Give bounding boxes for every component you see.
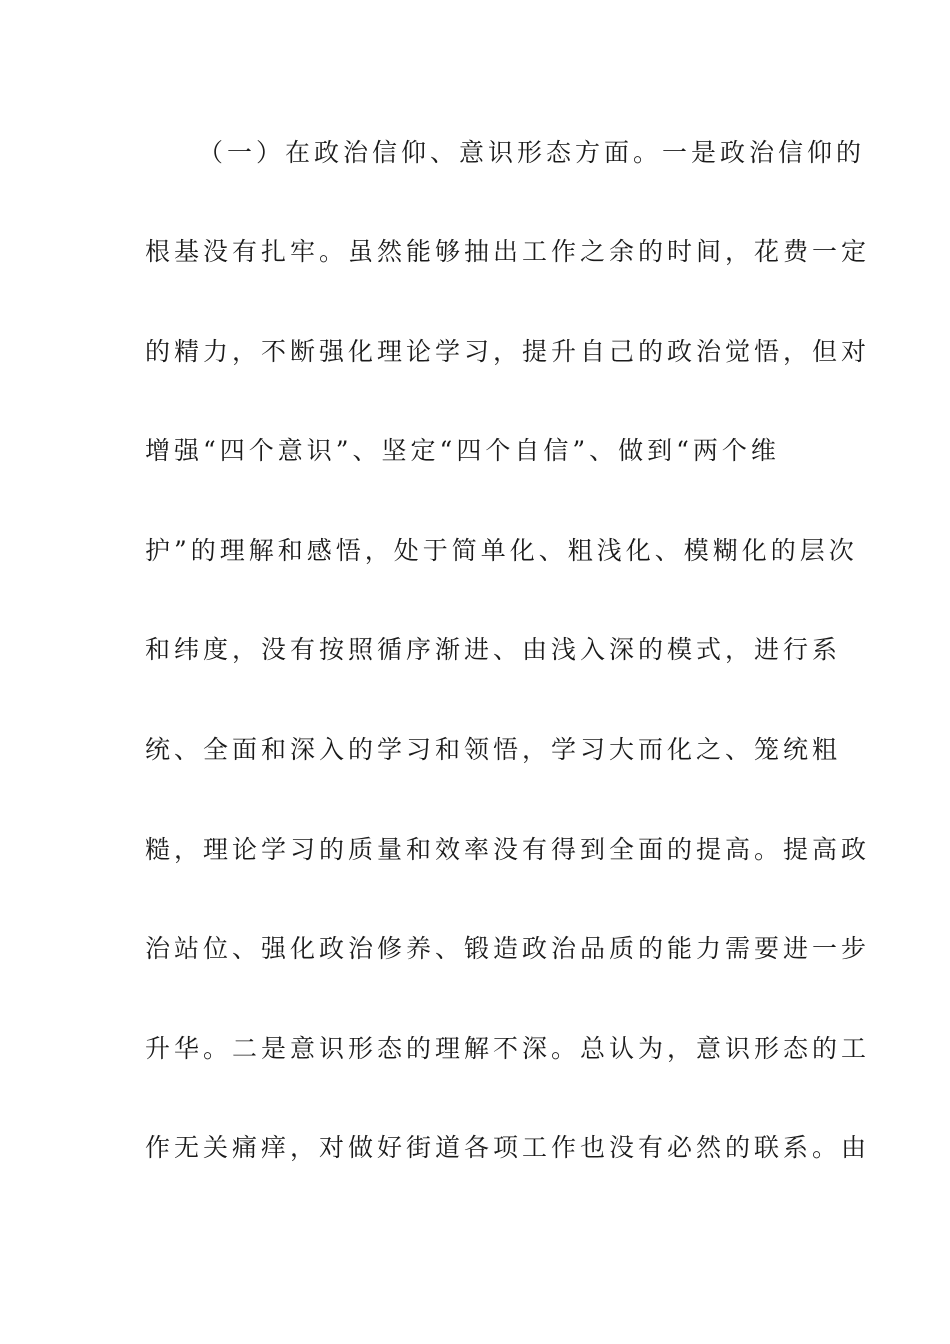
paragraph-line-4: 增强“四个意识”、坚定“四个自信”、做到“两个维 [145, 436, 780, 465]
paragraph-line-7: 统、全面和深入的学习和领悟，学习大而化之、笼统粗 [145, 735, 842, 764]
paragraph-line-9: 治站位、强化政治修养、锻造政治品质的能力需要进一步 [145, 934, 871, 963]
paragraph-line-1: （一）在政治信仰、意识形态方面。一是政治信仰的 [198, 138, 866, 167]
paragraph-line-11: 作无关痛痒，对做好街道各项工作也没有必然的联系。由 [145, 1133, 871, 1162]
paragraph-line-6: 和纬度，没有按照循序渐进、由浅入深的模式，进行系 [145, 635, 842, 664]
paragraph-line-8: 糙，理论学习的质量和效率没有得到全面的提高。提高政 [145, 835, 871, 864]
paragraph-line-5: 护”的理解和感悟，处于简单化、粗浅化、模糊化的层次 [145, 536, 858, 565]
paragraph-line-3: 的精力，不断强化理论学习，提升自己的政治觉悟，但对 [145, 337, 871, 366]
paragraph-line-2: 根基没有扎牢。虽然能够抽出工作之余的时间，花费一定 [145, 237, 871, 266]
paragraph-line-10: 升华。二是意识形态的理解不深。总认为，意识形态的工 [145, 1034, 871, 1063]
